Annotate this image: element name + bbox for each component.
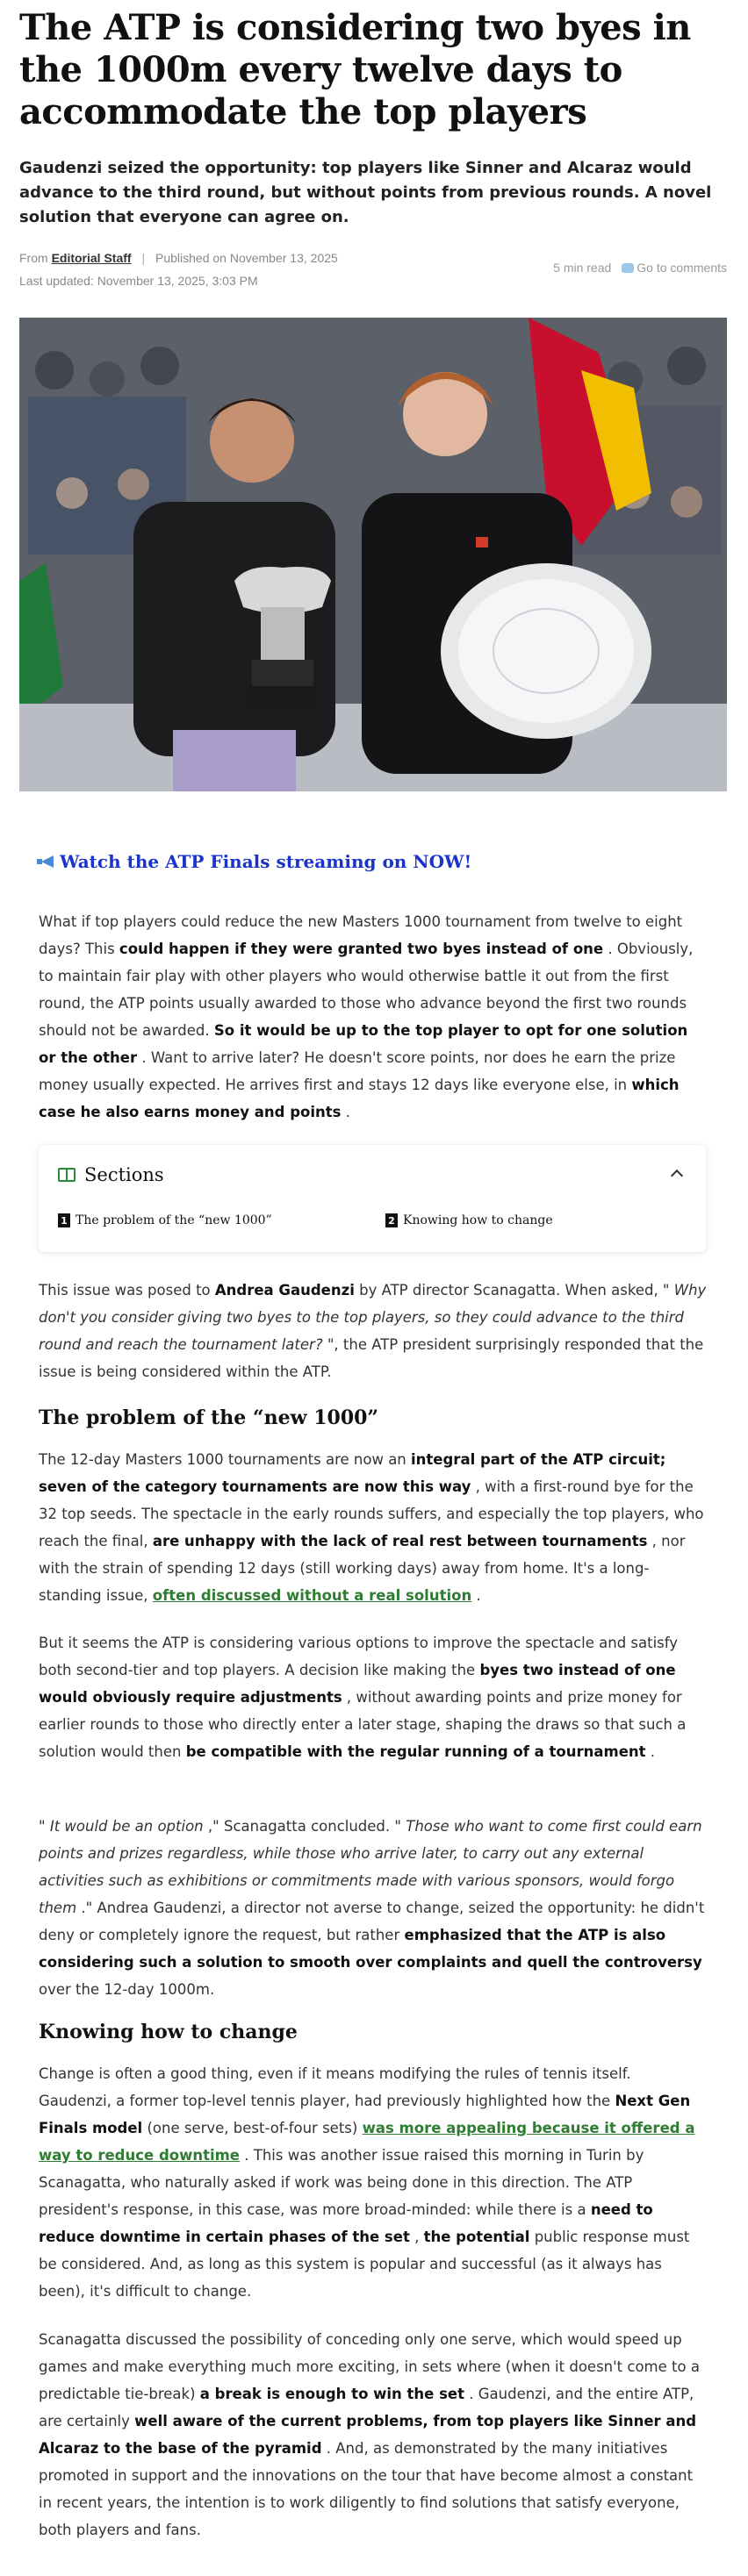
text-run: Change is often a good thing, even if it means modifying the rules of tennis itself. Gaudenzi, a former top-level tennis player, had previously highlighted how the	[39, 2065, 631, 2109]
bold-text: could happen if they were granted two byes instead of one	[119, 941, 604, 957]
text-run: . And, as demonstrated by the many initiatives promoted in support and the innovations on the tour that have become almost a constant in recent years, the intention is to work diligently to find solutions that satisfy everyone, both players and fans.	[39, 2440, 694, 2538]
toc-number: 2	[385, 1213, 398, 1227]
toc-item-problem[interactable]	[58, 1213, 272, 1227]
bold-text: which case he also earns money and points	[39, 1077, 680, 1120]
bold-text: are unhappy with the lack of real rest between tournaments	[152, 1533, 648, 1549]
text-run: ," Scanagatta concluded. "	[203, 1818, 406, 1835]
sections-toggle[interactable]	[58, 1164, 164, 1185]
updated-date: Last updated: November 13, 2025, 3:03 PM	[19, 274, 258, 288]
text-run: What if top players could reduce the new Masters 1000 tournament from twelve to eight days? This	[39, 913, 683, 957]
text-run: This issue was posed to	[39, 1282, 215, 1299]
article-meta-right	[553, 261, 727, 275]
problem-paragraph-3	[39, 1813, 708, 2003]
sections-toc	[39, 1145, 706, 1252]
book-icon	[58, 1168, 76, 1182]
text-run: .	[471, 1587, 481, 1604]
byline-separator: |	[141, 251, 146, 265]
text-run: ", the ATP president surprisingly responded that the issue is being considered within the ATP.	[39, 1336, 704, 1380]
problem-paragraph-2	[39, 1629, 708, 1765]
toc-label: The problem of the “new 1000”	[76, 1213, 272, 1227]
bold-text: byes two instead of one would obviously require adjustments	[39, 1662, 676, 1706]
gaudenzi-paragraph	[39, 1277, 708, 1385]
inline-link[interactable]: often discussed without a real solution	[152, 1587, 472, 1604]
italic-quote: Why don't you consider giving two byes to the top players, so they could advance to the third round and reach the tournament later?	[39, 1282, 707, 1353]
bold-text: emphasized that the ATP is also considering such a solution to smooth over complaints and quell the controversy	[39, 1927, 702, 1971]
italic-quote: Those who want to come first could earn points and prizes regardless, while those who arrive later, to carry out any external activities such as exhibitions or commitments made with various sponsors, would forgo them	[39, 1818, 702, 1916]
from-label: From	[19, 251, 48, 265]
watch-atp-finals-label: Watch the ATP Finals streaming on NOW!	[60, 851, 472, 872]
bold-text: Next Gen Finals model	[39, 2093, 691, 2136]
text-run: by ATP director Scanagatta. When asked, "	[354, 1282, 674, 1299]
published-date: Published on November 13, 2025	[155, 251, 338, 265]
text-run: (one serve, best-of-four sets)	[142, 2120, 363, 2136]
toc-label: Knowing how to change	[403, 1213, 553, 1227]
watch-atp-finals-link[interactable]	[37, 851, 471, 872]
text-run: public response must be considered. And, as long as this system is popular and successful (as it always has been), it's difficult to change.	[39, 2229, 690, 2300]
bold-text: well aware of the current problems, from top players like Sinner and Alcaraz to the base of the pyramid	[39, 2413, 697, 2457]
change-paragraph-1	[39, 2060, 708, 2305]
text-run: ." Andrea Gaudenzi, a director not averse to change, seized the opportunity: he didn't deny or completely ignore the request, but rather	[39, 1900, 705, 1943]
bold-text: a break is enough to win the set	[199, 2386, 465, 2402]
text-run: .	[341, 1104, 350, 1120]
megaphone-icon	[37, 855, 54, 868]
text-run: . Want to arrive later? He doesn't score points, nor does he earn the prize money usually expected. He arrives first and stays 12 days like everyone else, in	[39, 1049, 676, 1093]
text-run: The 12-day Masters 1000 tournaments are now an	[39, 1451, 412, 1468]
byline	[19, 251, 338, 265]
text-run: Scanagatta discussed the possibility of conceding only one serve, which would speed up games and make everything much more exciting, in sets where (when it doesn't come to a predictable tie-break)	[39, 2331, 700, 2402]
problem-paragraph-1	[39, 1446, 708, 1609]
text-run: , with a first-round bye for the 32 top seeds. The spectacle in the early rounds suffers, and especially the top players, who reach the final,	[39, 1478, 704, 1549]
toc-number: 1	[58, 1213, 70, 1227]
text-run: "	[39, 1818, 50, 1835]
italic-quote: It would be an option	[49, 1818, 204, 1835]
text-run: . Gaudenzi, and the entire ATP, are certainly	[39, 2386, 694, 2429]
hero-illustration	[19, 318, 727, 791]
bold-text: So it would be up to the top player to opt for one solution or the other	[39, 1022, 688, 1066]
heading-problem: The problem of the “new 1000”	[39, 1406, 379, 1429]
go-to-comments-link[interactable]	[622, 261, 727, 275]
bold-text: the potential	[423, 2229, 530, 2245]
text-run: ,	[409, 2229, 424, 2245]
text-run: .	[645, 1743, 656, 1760]
heading-change: Knowing how to change	[39, 2021, 298, 2043]
comment-bubble-icon	[622, 263, 634, 273]
chevron-up-icon[interactable]	[671, 1170, 683, 1182]
bold-text: integral part of the ATP circuit; seven of the category tournaments are now this way	[39, 1451, 666, 1495]
toc-item-change[interactable]	[385, 1213, 553, 1227]
sections-heading: Sections	[84, 1164, 164, 1185]
article-subtitle: Gaudenzi seized the opportunity: top players like Sinner and Alcaraz would advance to the third round, but without points from previous rounds. A novel solution that everyone can agree on.	[19, 159, 712, 226]
text-run: . This was another issue raised this morning in Turin by Scanagatta, who naturally asked if work was being done in this direction. The ATP president's response, in this case, was more broad-minded: while there is a	[39, 2147, 644, 2218]
article-title: The ATP is considering two byes in the 1000m every twelve days to accommodate the top players	[19, 7, 691, 132]
read-time: 5 min read	[553, 261, 612, 275]
bold-text: need to reduce downtime in certain phases of the set	[39, 2201, 653, 2245]
inline-link[interactable]: was more appealing because it offered a way to reduce downtime	[39, 2120, 695, 2164]
intro-paragraph	[39, 908, 708, 1126]
text-run: , without awarding points and prize money for earlier rounds to those who directly enter a later stage, shaping the draws so that such a solution would then	[39, 1689, 687, 1760]
bold-text: Andrea Gaudenzi	[214, 1282, 355, 1299]
go-to-comments-label: Go to comments	[637, 261, 727, 275]
text-run: . Obviously, to maintain fair play with other players who would otherwise battle it out from the first round, the ATP points usually awarded to those who advance beyond the first two rounds should not be awarded.	[39, 941, 694, 1039]
author-link[interactable]: Editorial Staff	[51, 251, 132, 265]
text-run: But it seems the ATP is considering various options to improve the spectacle and satisfy both second-tier and top players. A decision like making the	[39, 1635, 679, 1678]
text-run: , nor with the strain of spending 12 days (still working days) away from home. It's a long-standing issue,	[39, 1533, 686, 1604]
change-paragraph-2	[39, 2326, 708, 2544]
text-run: over the 12-day 1000m.	[39, 1981, 215, 1998]
hero-photo	[19, 318, 727, 791]
bold-text: be compatible with the regular running of a tournament	[185, 1743, 646, 1760]
